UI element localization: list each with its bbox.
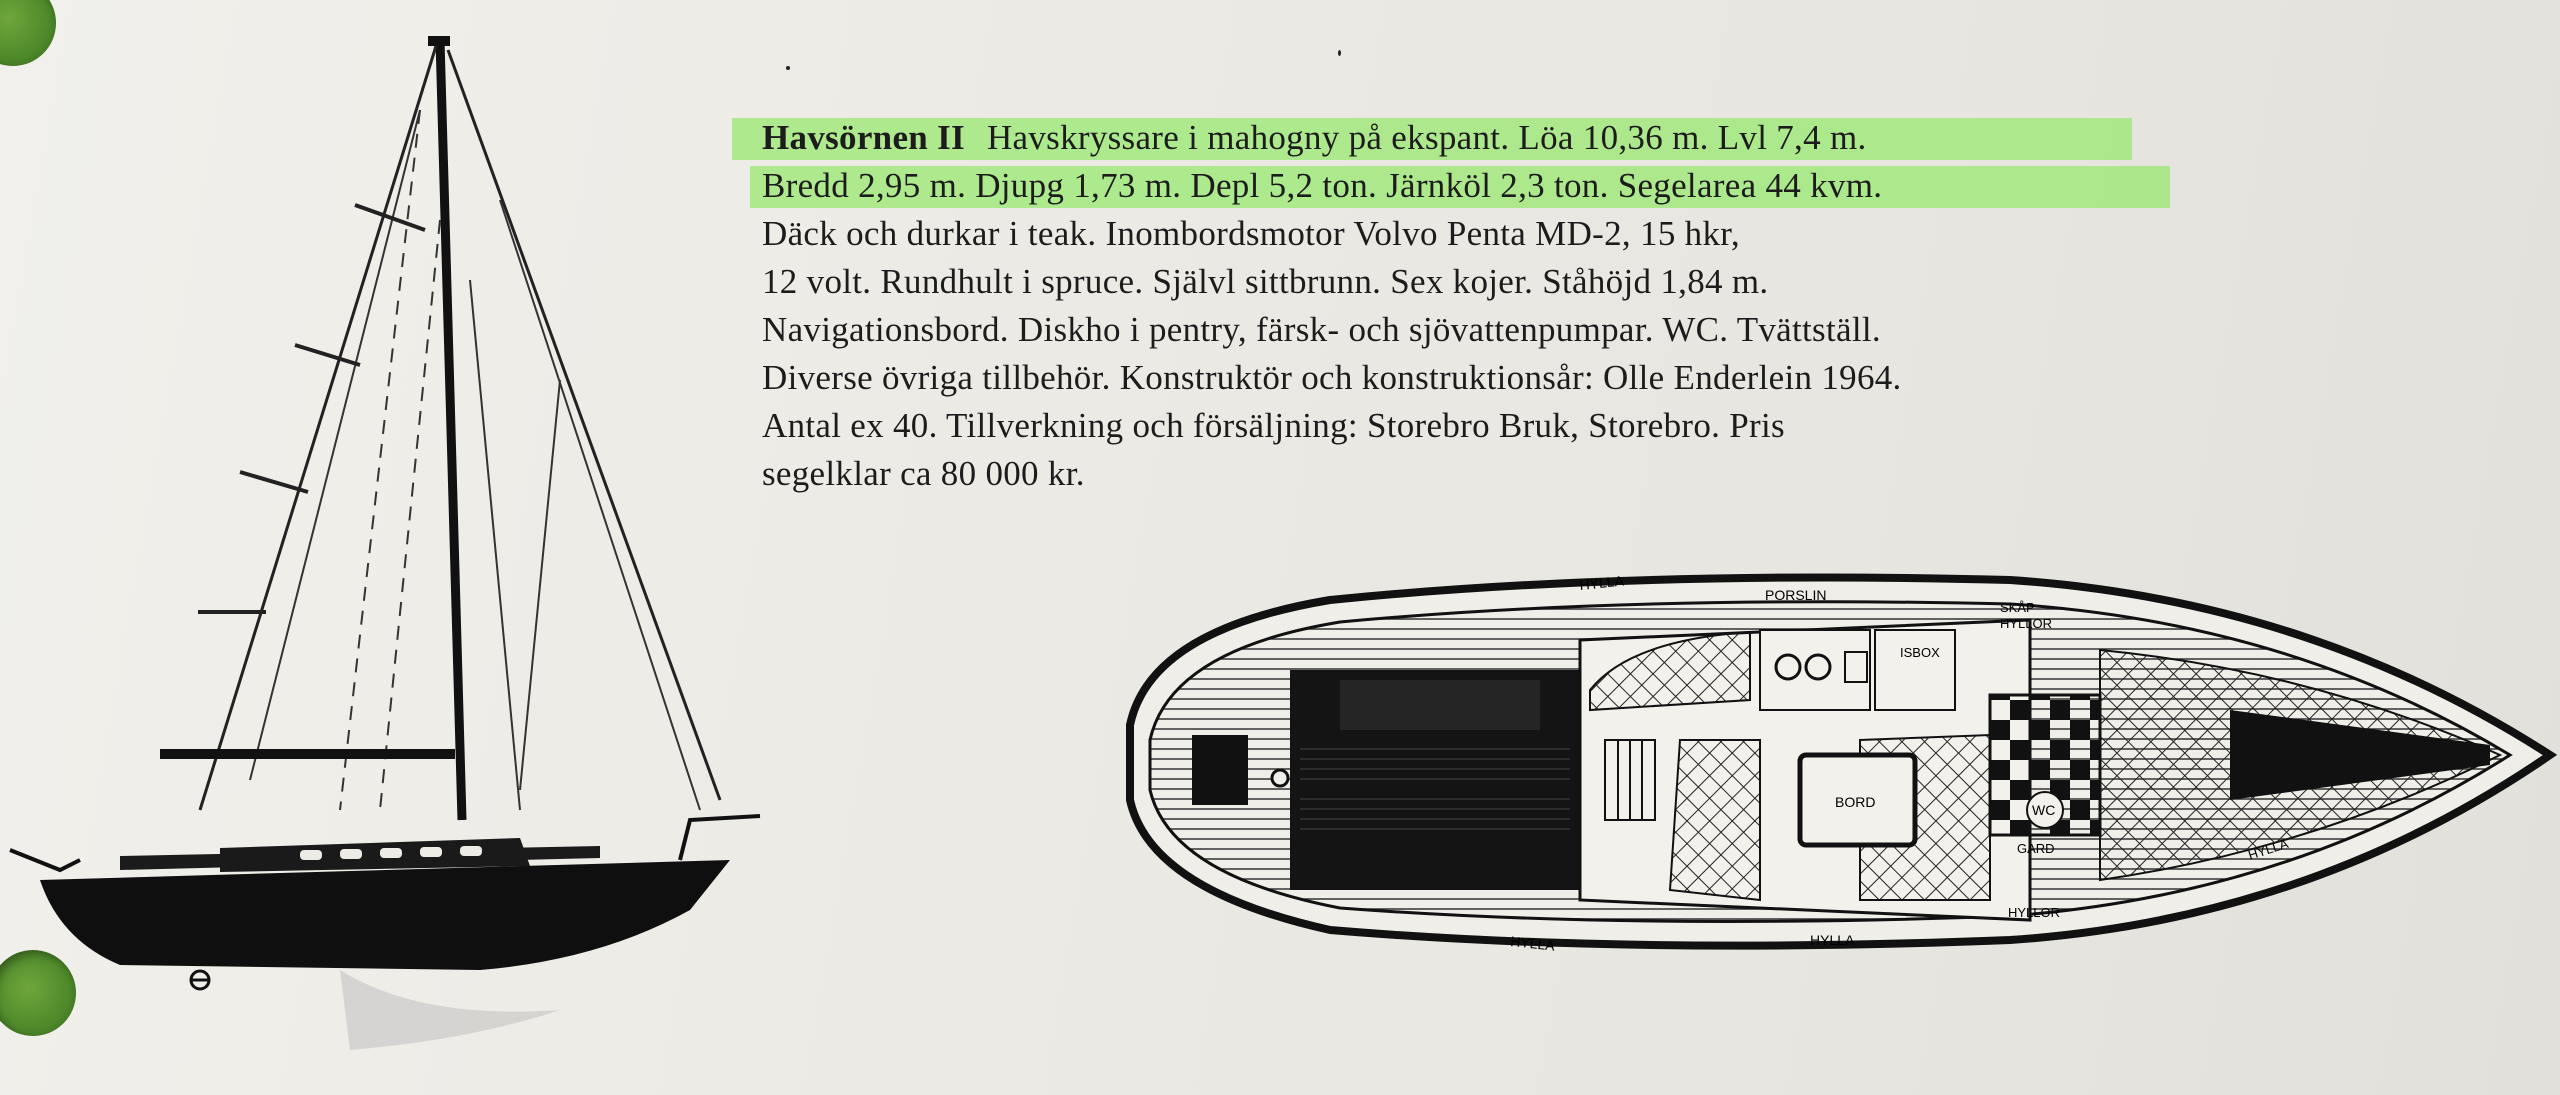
sailboat-deck-plan	[1110, 560, 2560, 1010]
sailboat-side-elevation	[0, 20, 780, 1080]
label-porslin: PORSLIN	[1765, 587, 1827, 603]
label-hyllor-top: HYLLOR	[2000, 616, 2053, 631]
description-line-1: Havsörnen II Havskryssare i mahogny på ekspant. Löa 10,36 m. Lvl 7,4 m.	[762, 114, 2182, 162]
boat-description	[762, 114, 2182, 498]
description-line-6: Diverse övriga tillbehör. Konstruktör och konstruktionsår: Olle Enderlein 1964.	[762, 358, 1902, 397]
label-hylla-right: HYLLA	[2246, 835, 2291, 863]
description-line-8: segelklar ca 80 000 kr.	[762, 454, 1085, 493]
description-line-4: 12 volt. Rundhult i spruce. Självl sittbrunn. Sex kojer. Ståhöjd 1,84 m.	[762, 262, 1769, 301]
description-line-3: Däck och durkar i teak. Inombordsmotor Volvo Penta MD-2, 15 hkr,	[762, 214, 1740, 253]
description-line-5: Navigationsbord. Diskho i pentry, färsk- och sjövattenpumpar. WC. Tvättställ.	[762, 310, 1881, 349]
label-hyllor-bottom: HYLLOR	[2008, 905, 2061, 920]
label-hylla-top: HYLLA	[1578, 572, 1625, 593]
description-line-7: Antal ex 40. Tillverkning och försäljning: Storebro Bruk, Storebro. Pris	[762, 406, 1785, 445]
description-line-2: Bredd 2,95 m. Djupg 1,73 m. Depl 5,2 ton. Järnköl 2,3 ton. Segelarea 44 kvm.	[762, 162, 2182, 210]
label-hylla-bottom-left: HYLLA	[1509, 933, 1556, 954]
boat-title: Havsörnen II	[762, 118, 965, 157]
print-speck	[1338, 50, 1341, 56]
label-isbox: ISBOX	[1900, 645, 1940, 660]
label-gard: GARD	[2017, 841, 2055, 856]
label-hylla-bottom-mid: HYLLA	[1810, 932, 1855, 948]
label-skap: SKÅP	[2000, 600, 2035, 615]
label-bord: BORD	[1835, 794, 1876, 810]
print-speck	[786, 66, 790, 70]
label-wc: WC	[2032, 802, 2056, 818]
